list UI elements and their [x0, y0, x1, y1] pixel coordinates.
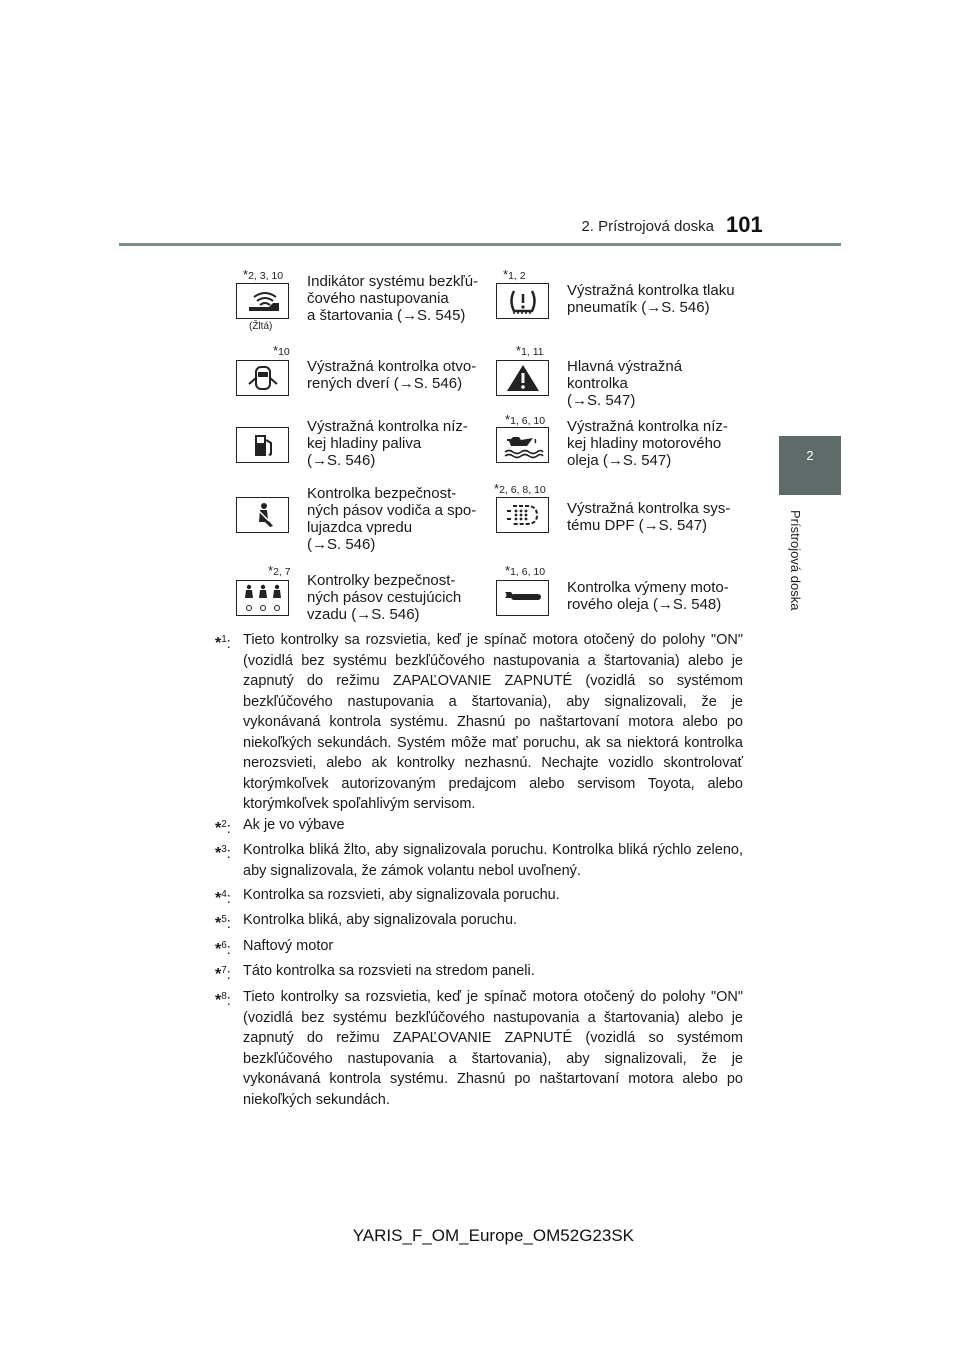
smart-key-icon — [236, 283, 289, 319]
indicator-description: Kontrolka výmeny moto- rového oleja (→S. 548) — [567, 579, 729, 613]
document-code: YARIS_F_OM_Europe_OM52G23SK — [352, 1226, 634, 1245]
footnote: *$^3$: Kontrolka bliká žlto, aby signalizovala poruchu. Kontrolka bliká rýchlo zeleno, aby signalizovala, že zámok volantu nebol uvoľnený. — [215, 842, 743, 879]
chapter-number: 2 — [806, 448, 814, 463]
indicator-note: *2, 3, 10 — [243, 267, 284, 282]
driver-seatbelt-icon — [236, 497, 289, 533]
footnote: *$^7$: Táto kontrolka sa rozsvieti na stredom paneli. — [215, 963, 535, 983]
section-title: 2. Prístrojová doska — [581, 218, 714, 235]
indicator-description: Výstražná kontrolka tlaku pneumatík (→S. 546) — [567, 282, 735, 316]
footnote: *$^4$: Kontrolka sa rozsvieti, aby signalizovala poruchu. — [215, 887, 560, 907]
indicator-note: *1, 6, 10 — [505, 563, 546, 578]
indicator-description: Výstražná kontrolka sys- tému DPF (→S. 547) — [567, 500, 731, 534]
indicator-description: Kontrolky bezpečnost- ných pásov cestujúcich vzadu (→S. 546) — [307, 572, 462, 623]
indicator-description: Hlavná výstražná kontrolka (→S. 547) — [567, 358, 683, 409]
tire-pressure-icon — [496, 283, 549, 319]
chapter-tab — [779, 436, 841, 495]
indicator-description: Výstražná kontrolka otvo- rených dverí (→S. 546) — [307, 358, 477, 392]
fuel-pump-icon — [236, 427, 289, 463]
indicator-note: *2, 6, 8, 10 — [494, 481, 546, 496]
indicator-description: Kontrolka bezpečnost- ných pásov vodiča a spo- lujazdca vpredu (→S. 546) — [307, 485, 477, 553]
master-warning-icon — [496, 360, 549, 396]
footnote: *$^6$: Naftový motor — [215, 938, 334, 958]
indicator-description: Indikátor systému bezkľú- čového nastupovania a štartovania (→S. 545) — [307, 273, 479, 324]
wrench-icon — [496, 580, 549, 616]
footnote: *$^1$: Tieto kontrolky sa rozsvietia, keď je spínač motora otočený do polohy "ON" (vozidlá bez systému bezkľúčového nastupovania a štartovania) alebo je zapnutý do režimu ZAPAĽOVANIE ZAPNUTÉ (vozidlá so systémom bezkľúčového nastupovania a štartovania), aby signalizovali, že je vykonávaná kontrola systému. Zhasnú po naštartovaní motora alebo po niekoľkých sekundách. Systém môže mať poruchu, ak sa niektorá kontrolka nerozsvieti, alebo ak kontrolky nezhasnú. Nechajte vozidlo skontrolovať ktorýmkoľvek autorizovaným predajcom alebo servisom Toyota, alebo ktorýmkoľvek spoľahlivým servisom. — [215, 632, 743, 812]
indicator-note: *1, 11 — [516, 343, 544, 358]
header-divider — [119, 243, 841, 246]
indicator-description: Výstražná kontrolka níz- kej hladiny paliva (→S. 546) — [307, 418, 468, 469]
oil-level-icon — [496, 427, 549, 463]
door-open-icon — [236, 360, 289, 396]
indicator-note: *2, 7 — [268, 563, 291, 578]
dpf-icon — [496, 497, 549, 533]
indicator-note: *10 — [273, 343, 290, 358]
page-number: 101 — [726, 212, 763, 237]
indicator-note: *1, 6, 10 — [505, 412, 546, 427]
footnote: *$^5$: Kontrolka bliká, aby signalizovala poruchu. — [215, 912, 518, 932]
chapter-label: Prístrojová doska — [788, 510, 803, 611]
indicator-description: Výstražná kontrolka níz- kej hladiny motorového oleja (→S. 547) — [567, 418, 728, 469]
footnote: *$^2$: Ak je vo výbave — [215, 817, 345, 837]
footnote: *$^8$: Tieto kontrolky sa rozsvietia, keď je spínač motora otočený do polohy "ON" (vozidlá bez systému bezkľúčového nastupovania a štartovania) alebo je zapnutý do režimu ZAPAĽOVANIE ZAPNUTÉ (vozidlá so systémom bezkľúčového nastupovania a štartovania), aby signalizovali, že je vykonávaná kontrola systému. Zhasnú po naštartovaní motora alebo po niekoľkých sekundách. — [215, 989, 743, 1108]
rear-seatbelt-icon — [236, 580, 289, 616]
indicator-color-label: (Žltá) — [249, 321, 273, 332]
indicator-note: *1, 2 — [503, 267, 526, 282]
